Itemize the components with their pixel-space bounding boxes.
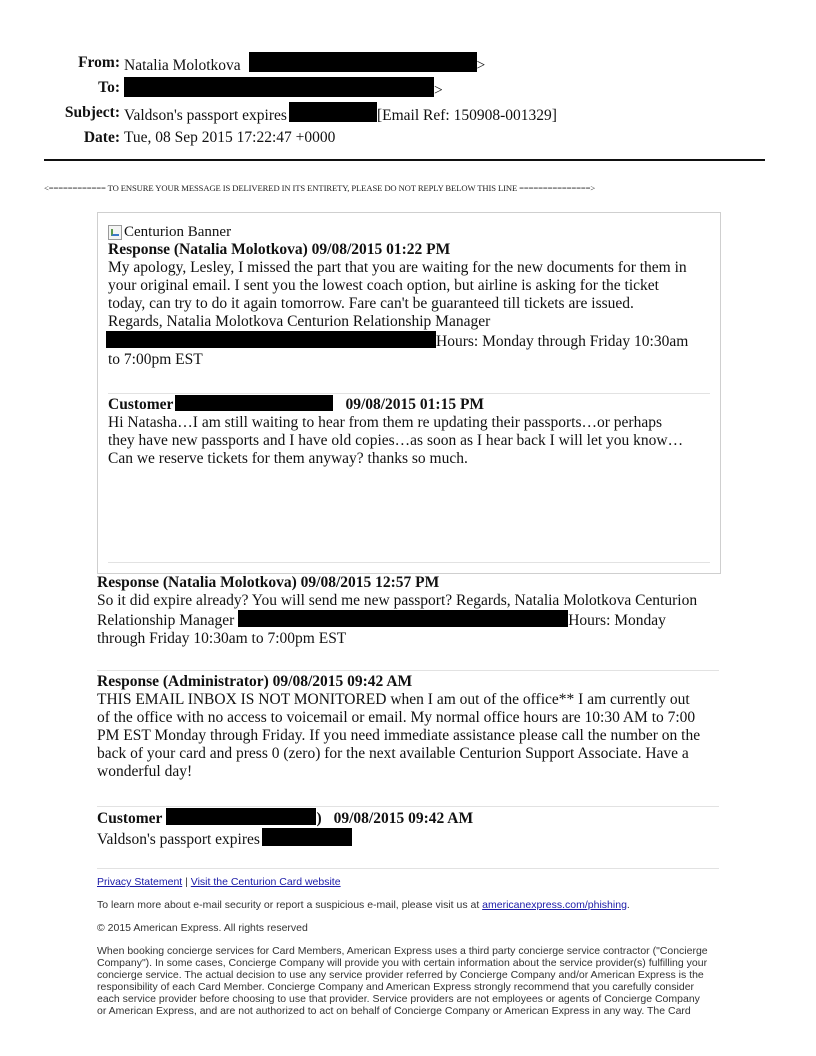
subject-label: Subject: [64,104,120,121]
security-text: To learn more about e-mail security or report a suspicious e-mail, please visit us at [97,899,483,911]
subject-value: Valdson's passport expires [124,107,287,124]
message-divider [97,670,719,671]
redacted-block [249,52,477,72]
header-divider [44,159,765,161]
from-row [40,52,740,77]
redacted-block [124,77,434,97]
hours-continued: to 7:00pm EST [108,351,203,368]
message-line: wonderful day! [97,763,193,780]
message-response-1 [108,241,714,369]
message-header: Response (Natalia Molotkova) 09/08/2015 01:22 PM [108,241,451,258]
link-separator: | [182,876,191,888]
copyright: © 2015 American Express. All rights reserved [97,922,308,934]
disclaimer-line: concierge service. The actual decision to use any service provider referred by Concierge Company and/or American Express is the [97,969,704,981]
centurion-banner-image [108,224,231,241]
message-response-2 [97,574,721,648]
message-line: THIS EMAIL INBOX IS NOT MONITORED when I am out of the office** I am currently out [97,691,690,708]
message-line: of the office with no access to voicemail or email. My normal office hours are 10:30 AM to 7:00 [97,709,696,726]
disclaimer-line: When booking concierge services for Card Members, American Express uses a third party concierge service contractor ("Concierge [97,945,708,957]
redacted-block [175,395,333,411]
footer-divider [97,868,719,869]
from-label: From: [78,54,120,71]
message-line: So it did expire already? You will send me new passport? Regards, Natalia Molotkova Centurion [97,592,698,609]
date-value: Tue, 08 Sep 2015 17:22:47 +0000 [124,129,336,146]
from-tail: > [476,57,486,74]
message-header-label: Customer [97,810,163,827]
phishing-link[interactable]: americanexpress.com/phishing [482,899,627,911]
disclaimer-line: each service provider before choosing to use that provider. Service providers are not employees or agents of Concierge Company [97,993,700,1005]
to-tail: > [434,82,443,99]
message-header-paren: ) [316,810,322,827]
message-line: Hi Natasha…I am still waiting to hear from them re updating their passports…or perhaps [108,414,662,431]
message-line: Valdson's passport expires [97,831,260,848]
redacted-block [238,610,568,627]
message-header-date: 09/08/2015 09:42 AM [333,810,474,827]
date-label: Date: [83,129,120,146]
redacted-block [166,808,316,825]
email-header [40,52,740,149]
message-divider [108,393,710,394]
message-line: through Friday 10:30am to 7:00pm EST [97,630,347,647]
message-header-label: Customer [108,396,174,413]
message-line: they have new passports and I have old copies…as soon as I hear back I will let you know… [108,432,684,449]
disclaimer-line: responsibility of each Card Member. Concierge Company and American Express strongly recommend that you carefully consider [97,981,695,993]
disclaimer-line: or American Express, and are not authorized to act on behalf of Concierge Company or American Express in any way. The Card [97,1005,691,1017]
message-customer-1 [108,395,714,468]
message-administrator [97,673,723,781]
message-line: back of your card and press 0 (zero) for the next available Centurion Support Associate. Have a [97,745,689,762]
hours-text: Hours: Monday through Friday 10:30am [436,333,689,350]
disclaimer-line: Company"). In some cases, Concierge Company will provide you with certain information about the service provider(s) fulfilling your [97,957,708,969]
to-label: To: [98,79,120,96]
redacted-block [289,102,377,122]
message-line: My apology, Lesley, I missed the part that you are waiting for the new documents for them in [108,259,687,276]
message-line: PM EST Monday through Friday. If you need immediate assistance please call the number on the [97,727,701,744]
from-value: Natalia Molotkova [124,57,241,74]
message-divider [97,806,719,807]
message-header: Response (Natalia Molotkova) 09/08/2015 12:57 PM [97,574,440,591]
visit-centurion-link[interactable]: Visit the Centurion Card website [190,876,341,888]
date-row [40,127,740,149]
to-row [40,77,740,102]
message-line: Regards, Natalia Molotkova Centurion Relationship Manager [108,313,491,330]
broken-image-icon [108,225,122,240]
message-line: your original email. I sent you the lowest coach option, but airline is asking for the ticket [108,277,659,294]
message-divider [108,562,710,563]
message-header: Response (Administrator) 09/08/2015 09:42 AM [97,673,413,690]
subject-ref: [Email Ref: 150908-001329] [376,107,557,124]
privacy-statement-link[interactable]: Privacy Statement [97,876,183,888]
banner-alt-text: Centurion Banner [124,224,232,240]
message-customer-2 [97,808,723,849]
conversation-box [97,212,721,574]
reply-notice: <============ TO ENSURE YOUR MESSAGE IS DELIVERED IN ITS ENTIRETY, PLEASE DO NOT REPLY BELOW THIS LINE ===============> [44,183,596,193]
redacted-block [262,828,352,846]
message-line: Relationship Manager [97,612,235,629]
hours-text: Hours: Monday [568,612,666,629]
message-line: Can we reserve tickets for them anyway? thanks so much. [108,450,468,467]
message-line: today, can try to do it again tomorrow. Fare can't be guaranteed till tickets are issued. [108,295,634,312]
subject-row [40,102,740,127]
redacted-block [106,331,436,348]
message-header-date: 09/08/2015 01:15 PM [345,396,485,413]
